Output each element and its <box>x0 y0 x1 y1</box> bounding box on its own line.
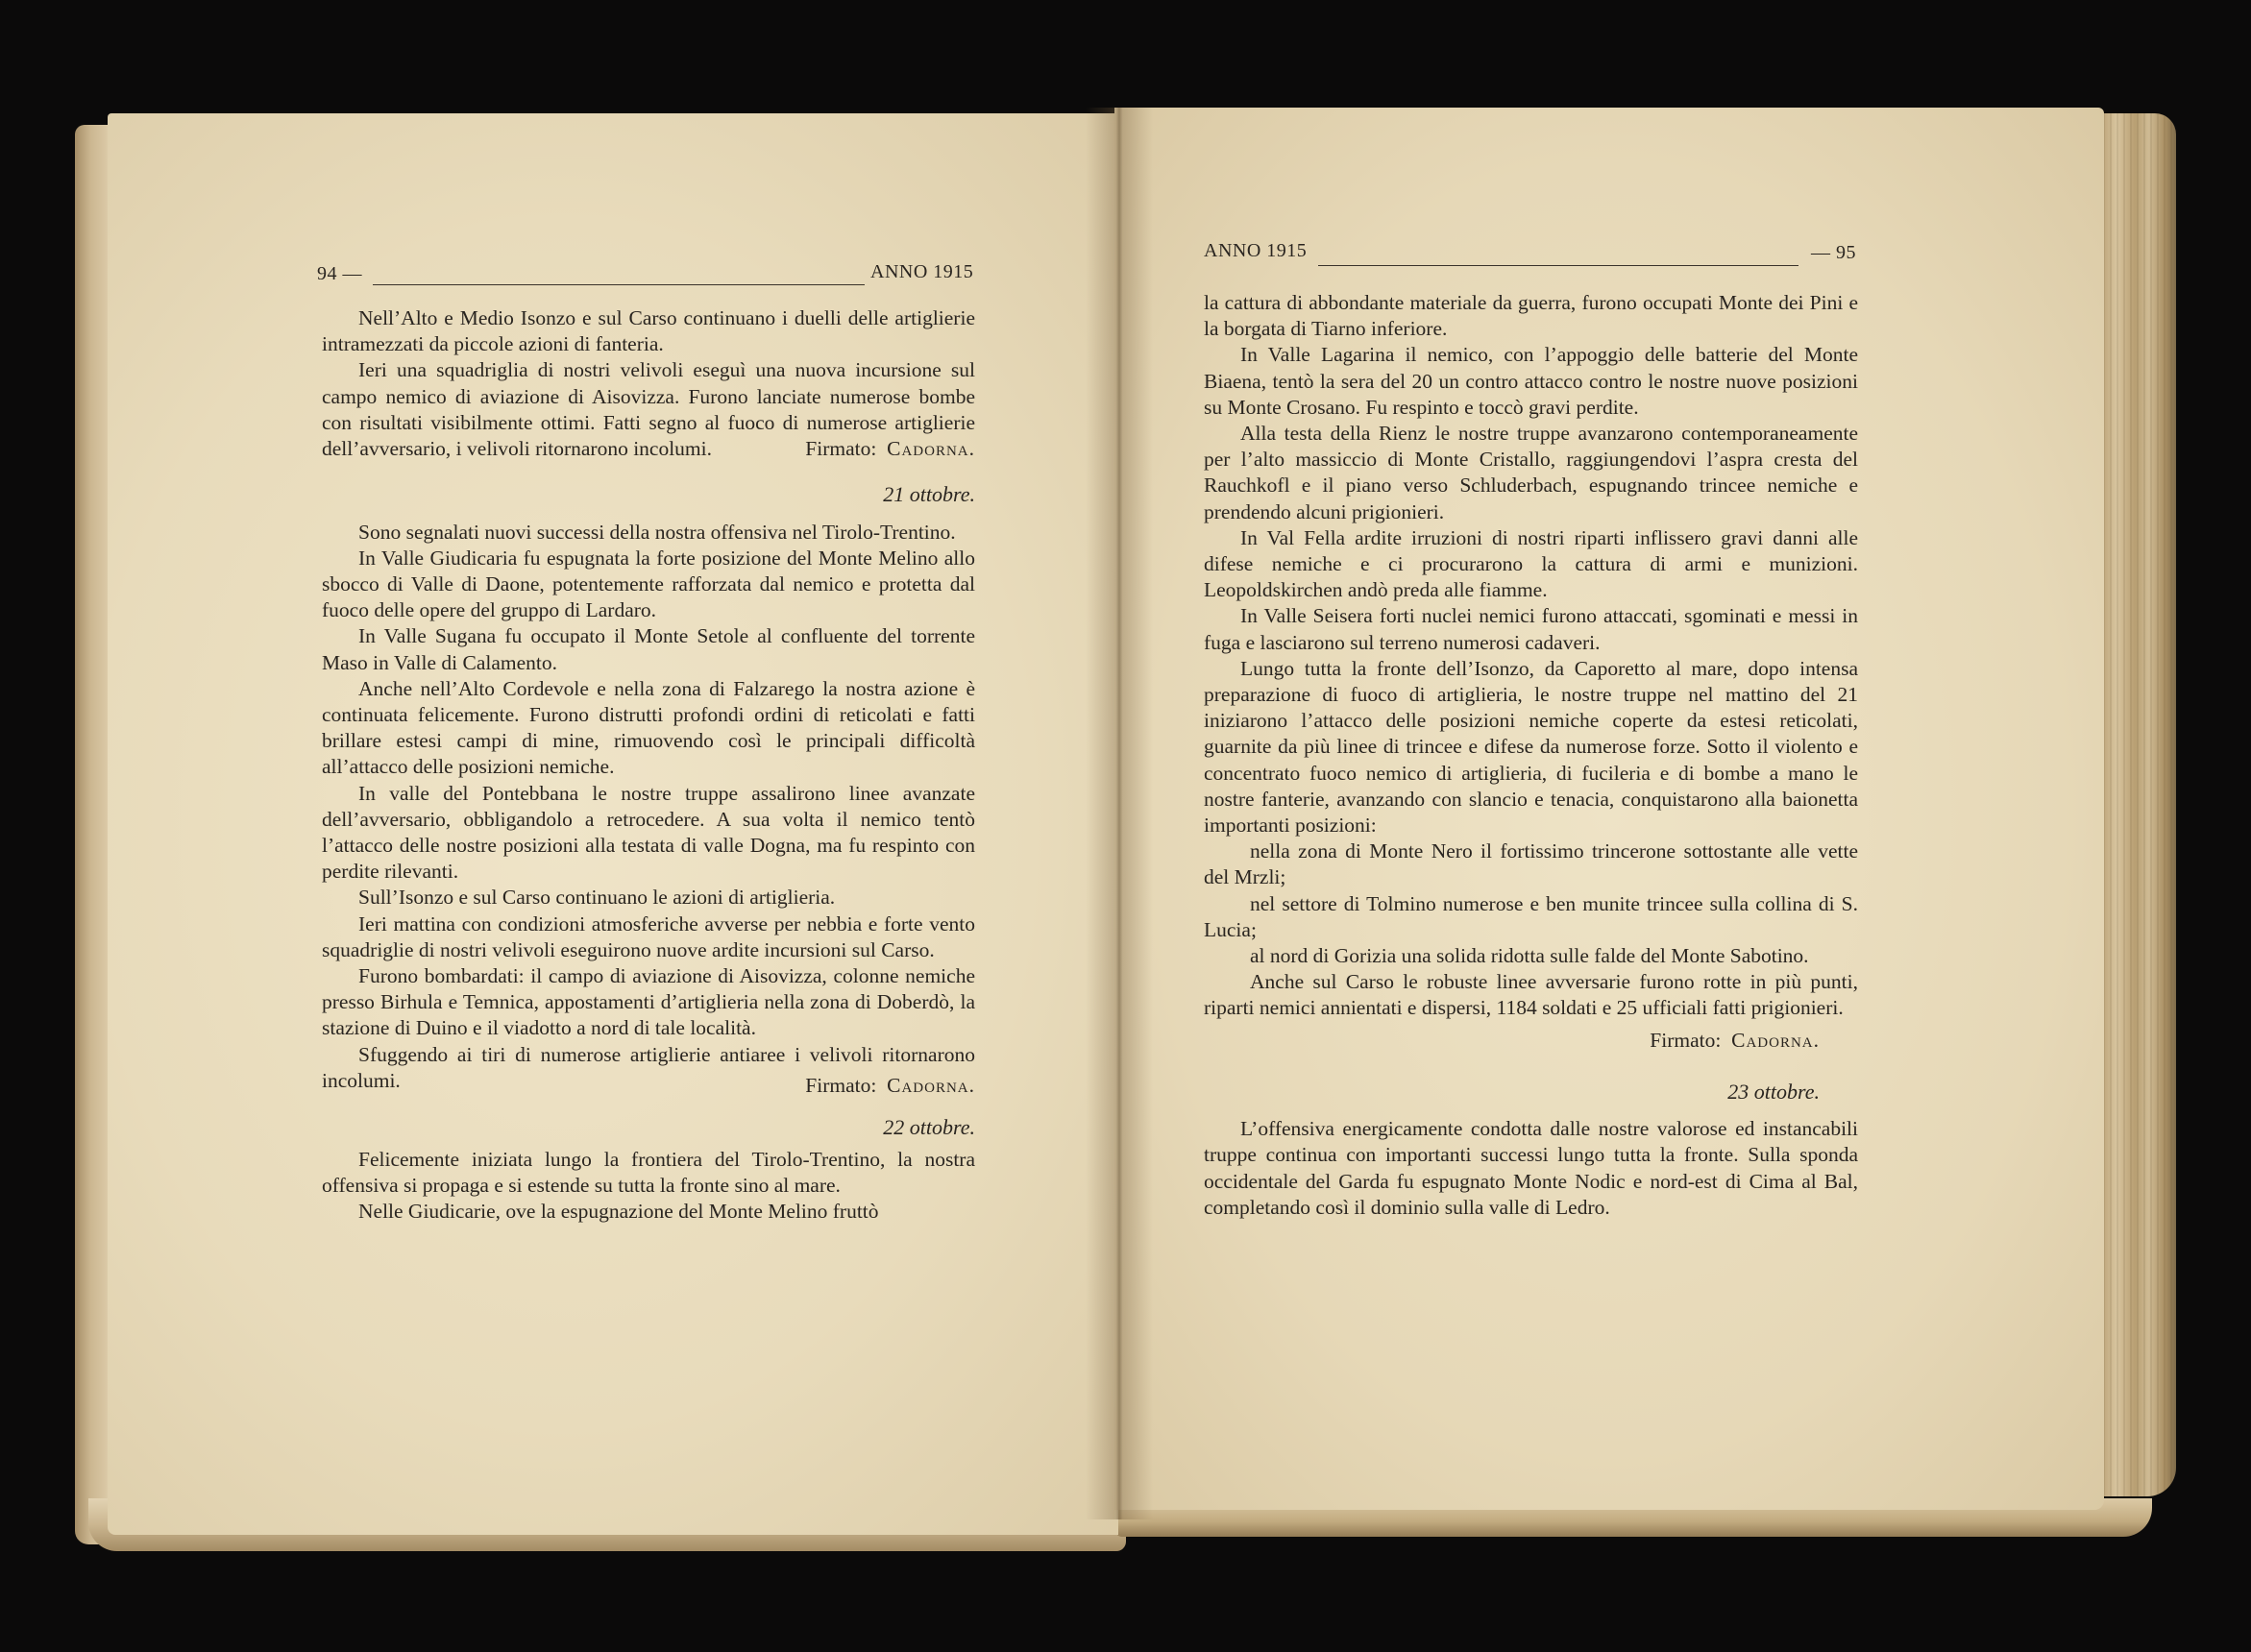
paragraph: la cattura di abbondante materiale da guerra, furono occupati Monte dei Pini e la borgata di Tiarno inferiore. <box>1204 291 1858 341</box>
paragraph: Nelle Giudicarie, ove la espugnazione del Monte Melino fruttò <box>358 1199 879 1223</box>
paragraph: L’offensiva energicamente condotta dalle nostre valorose ed instancabili truppe continua con importanti successi lungo tutta la fronte. Sulla sponda occidentale del Garda fu espugnato Monte Nodic e nord-est di Cima al Bal, completando così il dominio sulla valle di Ledro. <box>1204 1117 1858 1219</box>
paragraph: Anche sul Carso le robuste linee avversarie furono rotte in più punti, riparti nemici annientati e dispersi, 1184 soldati e 25 ufficiali fatti prigionieri. <box>1204 970 1858 1020</box>
signature-label: Firmato: <box>1650 1028 1722 1052</box>
left-page-number: 94 — <box>317 263 362 284</box>
signature-label: Firmato: <box>805 1074 877 1098</box>
signature-name: Cadorna. <box>887 437 975 461</box>
left-page-body <box>322 305 975 1225</box>
right-page-number: — 95 <box>1811 242 1856 263</box>
left-header-rule <box>373 284 865 285</box>
signature <box>322 1073 975 1099</box>
date-heading: 23 ottobre. <box>1727 1079 1820 1104</box>
paragraph: Ieri mattina con condizioni atmosferiche avverse per nebbia e forte vento squadriglie di nostri velivoli eseguirono nuove ardite incursioni sul Carso. <box>322 911 975 961</box>
paragraph: Furono bombardati: il campo di aviazione di Aisovizza, colonne nemiche presso Birhula e Temnica, appostamenti d’artiglieria nella zona di Doberdò, la stazione di Duino e il viadotto a nord di tale località. <box>322 964 975 1040</box>
paragraph: Sull’Isonzo e sul Carso continuano le azioni di artiglieria. <box>358 886 836 910</box>
right-page-body <box>1204 290 1858 1221</box>
right-running-head: ANNO 1915 <box>1204 240 1308 261</box>
paragraph: al nord di Gorizia una solida ridotta sulle falde del Monte Sabotino. <box>1250 944 1809 968</box>
paragraph: Sfuggendo ai tiri di numerose artiglierie antiaree i velivoli ritornarono incolumi. <box>322 1042 975 1092</box>
signature-name: Cadorna. <box>1731 1028 1820 1052</box>
paragraph: Alla testa della Rienz le nostre truppe avanzarono contemporaneamente per l’alto massiccio di Monte Cristallo, raggiungendovi l’aspra cresta del Rauchkofl e il piano verso Schluderbach, espugnando trincee nemiche e prendendo alcuni prigionieri. <box>1204 422 1858 523</box>
paragraph: Lungo tutta la fronte dell’Isonzo, da Caporetto al mare, dopo intensa preparazione di fuoco di artiglieria, le nostre truppe nel mattino del 21 iniziarono l’attacco delle posizioni nemiche coperte da estesi reticolati, guarnite da più linee di trincee e difese da numerose forze. Sotto il violento e concentrato fuoco nemico di artiglieria, di fucileria e di bombe a mano le nostre fanterie, avanzando con slancio e tenacia, conquistarono alla baionetta importanti posizioni: <box>1204 656 1858 838</box>
left-running-head: ANNO 1915 <box>870 261 974 282</box>
paragraph: nella zona di Monte Nero il fortissimo trincerone sottostante alle vette del Mrzli; <box>1204 839 1858 889</box>
paragraph: Ieri una squadriglia di nostri velivoli eseguì una nuova incursione sul campo nemico di aviazione di Aisovizza. Furono lanciate numerose bombe con risultati visibilmente ottimi. Fatti segno al fuoco di numerose artiglierie dell’avversario, i velivoli ritornarono incolumi. <box>322 358 975 461</box>
paragraph: In Valle Sugana fu occupato il Monte Setole al confluente del torrente Maso in Valle di Calamento. <box>322 624 975 674</box>
paragraph: In Valle Lagarina il nemico, con l’appoggio delle batterie del Monte Biaena, tentò la sera del 20 un contro attacco contro le nostre nuove posizioni su Monte Crosano. Fu respinto e toccò gravi perdite. <box>1204 343 1858 419</box>
signature <box>1204 1028 1858 1054</box>
paragraph: In Val Fella ardite irruzioni di nostri riparti inflissero gravi danni alle difese nemiche e ci procurarono la cattura di armi e munizioni. Leopoldskirchen andò preda alle fiamme. <box>1204 525 1858 602</box>
paragraph: In Valle Giudicaria fu espugnata la forte posizione del Monte Melino allo sbocco di Valle di Daone, potentemente rafforzata dal nemico e protetta dal fuoco delle opere del gruppo di Lardaro. <box>322 546 975 622</box>
signature-name: Cadorna. <box>887 1074 975 1098</box>
paragraph: In Valle Seisera forti nuclei nemici furono attaccati, sgominati e messi in fuga e lasciarono sul terreno numerosi cadaveri. <box>1204 604 1858 654</box>
paragraph: In valle del Pontebbana le nostre truppe assalirono linee avanzate dell’avversario, obbligandolo a retrocedere. A sua volta il nemico tentò l’attacco delle nostre posizioni alla testata di valle Dogna, ma fu respinto con perdite rilevanti. <box>322 781 975 884</box>
date-heading: 22 ottobre. <box>883 1115 975 1140</box>
paragraph: Nell’Alto e Medio Isonzo e sul Carso continuano i duelli delle artiglierie intramezzati da piccole azioni di fanteria. <box>322 306 975 356</box>
right-header-rule <box>1318 265 1798 266</box>
date-heading: 21 ottobre. <box>883 482 975 507</box>
paragraph: nel settore di Tolmino numerose e ben munite trincee sulla collina di S. Lucia; <box>1204 891 1858 941</box>
paragraph: Felicemente iniziata lungo la frontiera del Tirolo-Trentino, la nostra offensiva si propaga e si estende su tutta la fronte sino al mare. <box>322 1147 975 1197</box>
paragraph: Sono segnalati nuovi successi della nostra offensiva nel Tirolo-Trentino. <box>358 520 956 544</box>
paragraph: Anche nell’Alto Cordevole e nella zona di Falzarego la nostra azione è continuata felicemente. Furono distrutti profondi ordini di reticolati e fatti brillare estesi campi di mine, rimuovendo così le principali difficoltà all’attacco delle posizioni nemiche. <box>322 676 975 779</box>
signature-label: Firmato: <box>805 437 877 461</box>
